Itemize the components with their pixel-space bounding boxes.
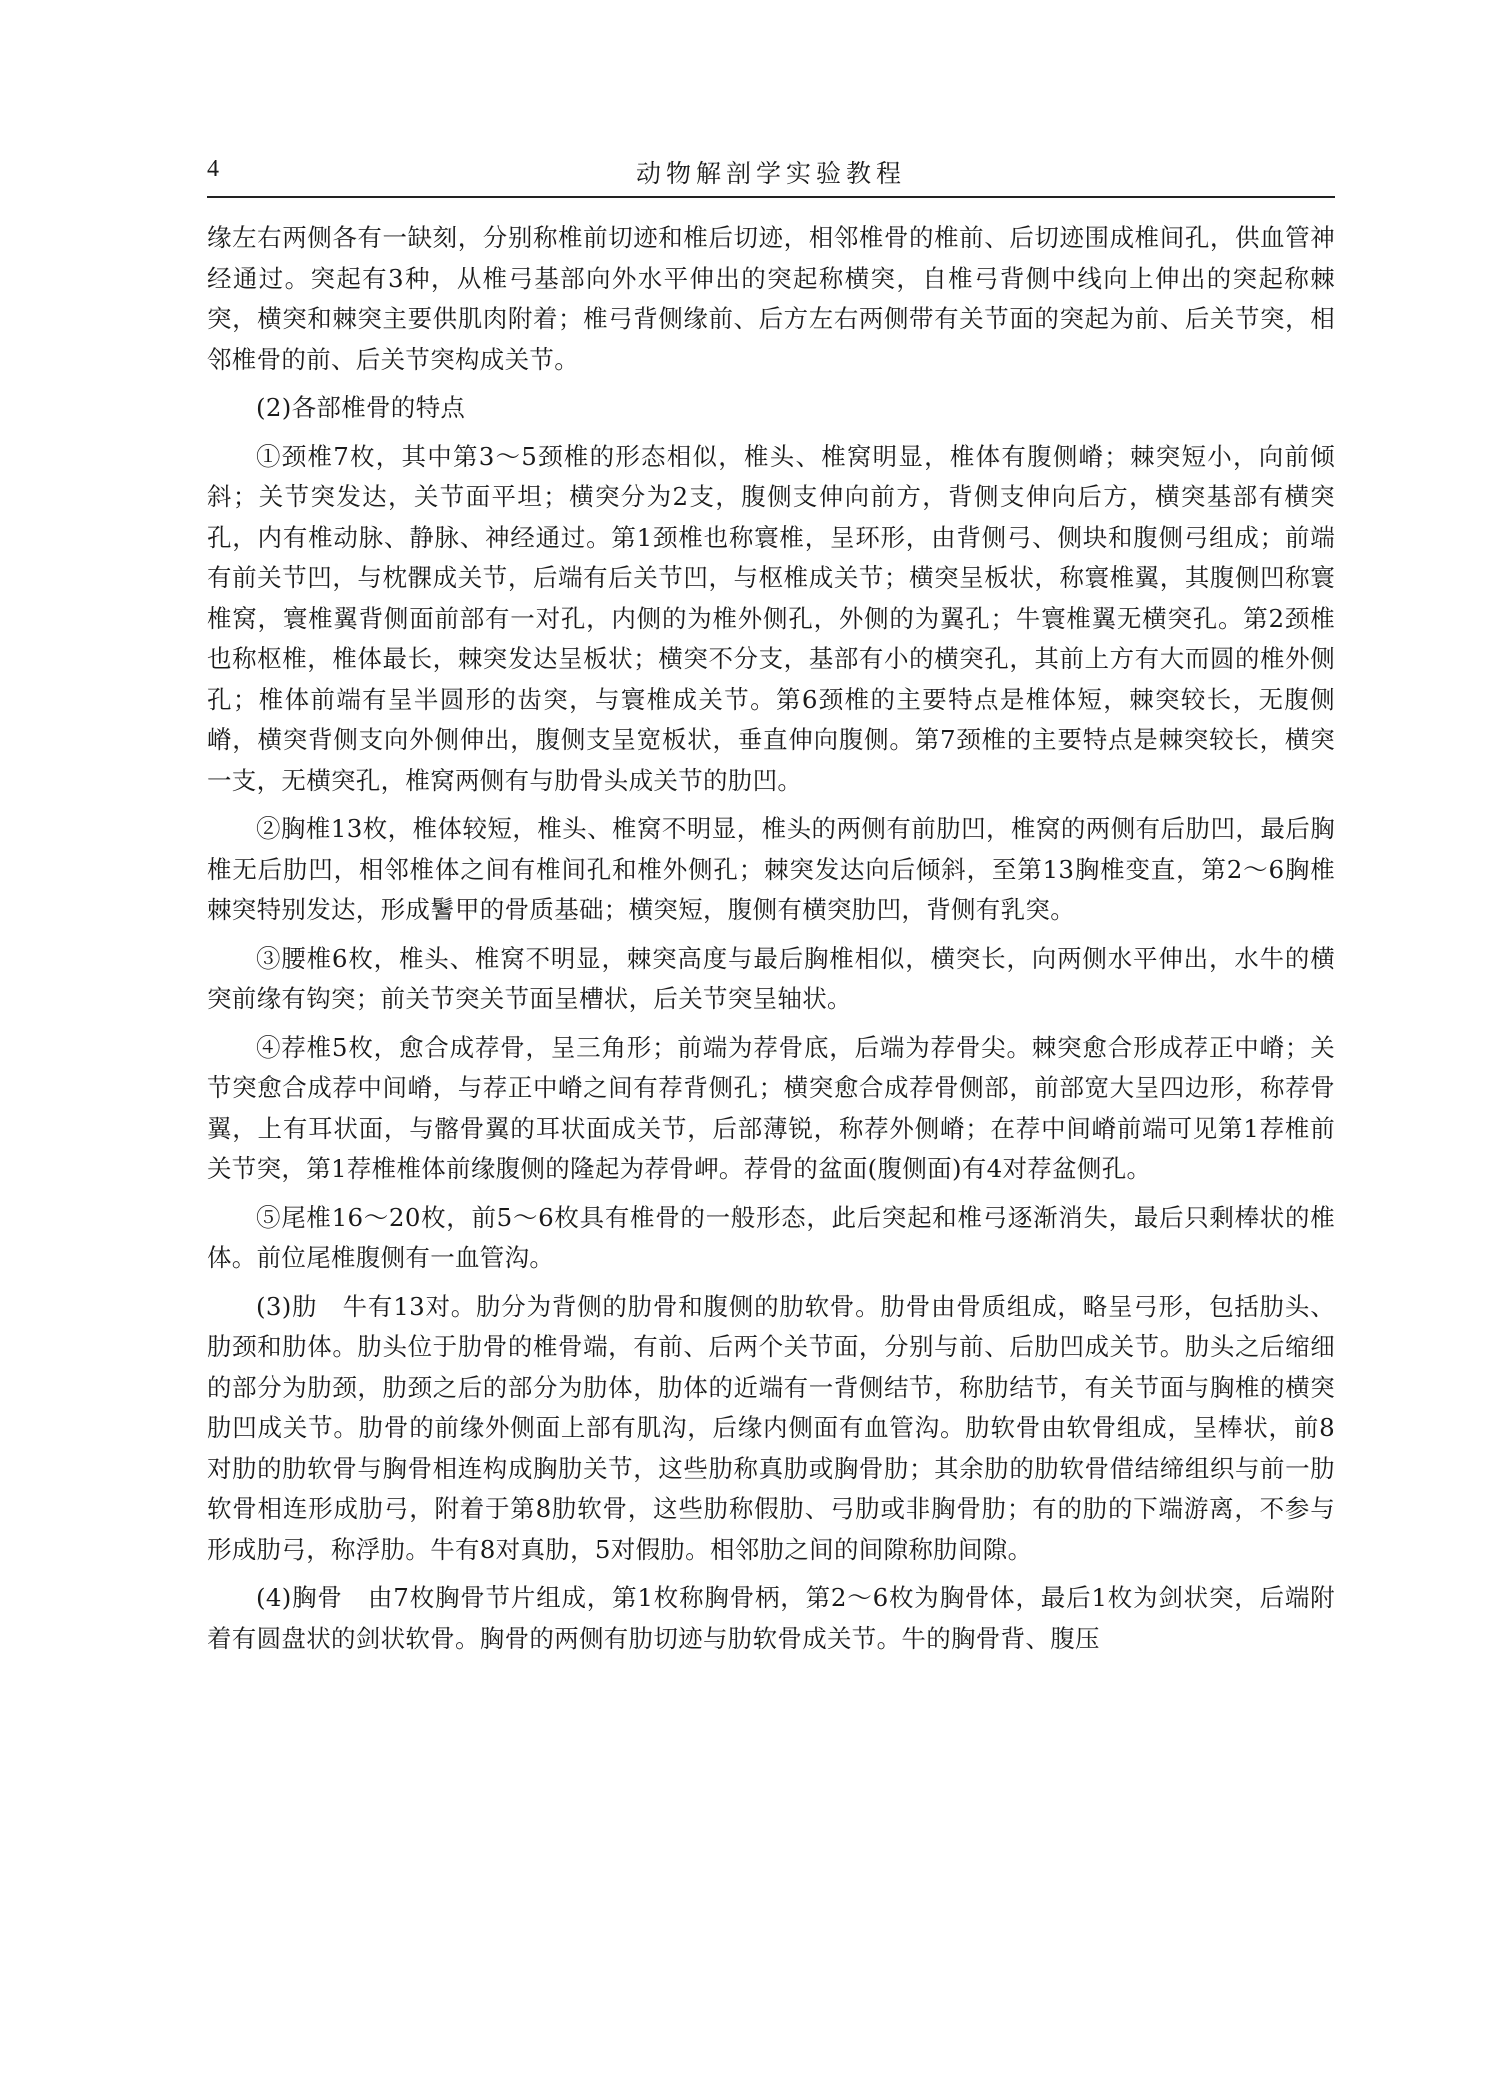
running-title: 动物解剖学实验教程: [635, 159, 906, 188]
body-text: [207, 218, 1335, 1667]
paragraph-thoracic-vertebrae: ②胸椎13枚，椎体较短，椎头、椎窝不明显，椎头的两侧有前肋凹，椎窝的两侧有后肋凹，最后胸椎无后肋凹，相邻椎体之间有椎间孔和椎外侧孔；棘突发达向后倾斜，至第13胸椎变直，第2～6胸椎棘突特别发达，形成鬐甲的骨质基础；横突短，腹侧有横突肋凹，背侧有乳突。: [207, 814, 1335, 924]
paragraph-ribs: (3)肋 牛有13对。肋分为背侧的肋骨和腹侧的肋软骨。肋骨由骨质组成，略呈弓形，包括肋头、肋颈和肋体。肋头位于肋骨的椎骨端，有前、后两个关节面，分别与前、后肋凹成关节。肋头之后缩细的部分为肋颈，肋颈之后的部分为肋体，肋体的近端有一背侧结节，称肋结节，有关节面与胸椎的横突肋凹成关节。肋骨的前缘外侧面上部有肌沟，后缘内侧面有血管沟。肋软骨由软骨组成，呈棒状，前8对肋的肋软骨与胸骨相连构成胸肋关节，这些肋称真肋或胸骨肋；其余肋的肋软骨借结缔组织与前一肋软骨相连形成肋弓，附着于第8肋软骨，这些肋称假肋、弓肋或非胸骨肋；有的肋的下端游离，不参与形成肋弓，称浮肋。牛有8对真肋，5对假肋。相邻肋之间的间隙称肋间隙。: [207, 1291, 1335, 1564]
paragraph-lumbar-vertebrae: ③腰椎6枚，椎头、椎窝不明显，棘突高度与最后胸椎相似，横突长，向两侧水平伸出，水牛的横突前缘有钩突；前关节突关节面呈槽状，后关节突呈轴状。: [207, 943, 1335, 1013]
paragraph-cervical-vertebrae: ①颈椎7枚，其中第3～5颈椎的形态相似，椎头、椎窝明显，椎体有腹侧嵴；棘突短小，向前倾斜；关节突发达，关节面平坦；横突分为2支，腹侧支伸向前方，背侧支伸向后方，横突基部有横突孔，内有椎动脉、静脉、神经通过。第1颈椎也称寰椎，呈环形，由背侧弓、侧块和腹侧弓组成；前端有前关节凹，与枕髁成关节，后端有后关节凹，与枢椎成关节；横突呈板状，称寰椎翼，其腹侧凹称寰椎窝，寰椎翼背侧面前部有一对孔，内侧的为椎外侧孔，外侧的为翼孔；牛寰椎翼无横突孔。第2颈椎也称枢椎，椎体最长，棘突发达呈板状；横突不分支，基部有小的横突孔，其前上方有大而圆的椎外侧孔；椎体前端有呈半圆形的齿突，与寰椎成关节。第6颈椎的主要特点是椎体短，棘突较长，无腹侧嵴，横突背侧支向外侧伸出，腹侧支呈宽板状，垂直伸向腹侧。第7颈椎的主要特点是棘突较长，横突一支，无横突孔，椎窝两侧有与肋骨头成关节的肋凹。: [207, 441, 1335, 795]
paragraph-sacral-vertebrae: ④荐椎5枚，愈合成荐骨，呈三角形；前端为荐骨底，后端为荐骨尖。棘突愈合形成荐正中嵴；关节突愈合成荐中间嵴，与荐正中嵴之间有荐背侧孔；横突愈合成荐骨侧部，前部宽大呈四边形，称荐骨翼，上有耳状面，与髂骨翼的耳状面成关节，后部薄锐，称荐外侧嵴；在荐中间嵴前端可见第1荐椎前关节突，第1荐椎椎体前缘腹侧的隆起为荐骨岬。荐骨的盆面(腹侧面)有4对荐盆侧孔。: [207, 1032, 1335, 1183]
page-header: [207, 150, 1335, 198]
page-number: 4: [207, 156, 219, 182]
subheading-vertebra-features: (2)各部椎骨的特点: [256, 393, 466, 422]
paragraph-vertebra-processes: 缘左右两侧各有一缺刻，分别称椎前切迹和椎后切迹，相邻椎骨的椎前、后切迹围成椎间孔，供血管神经通过。突起有3种，从椎弓基部向外水平伸出的突起称横突，自椎弓背侧中线向上伸出的突起称棘突，横突和棘突主要供肌肉附着；椎弓背侧缘前、后方左右两侧带有关节面的突起为前、后关节突，相邻椎骨的前、后关节突构成关节。: [207, 223, 1335, 374]
paragraph-caudal-vertebrae: ⑤尾椎16～20枚，前5～6枚具有椎骨的一般形态，此后突起和椎弓逐渐消失，最后只剩棒状的椎体。前位尾椎腹侧有一血管沟。: [207, 1202, 1335, 1272]
paragraph-sternum: (4)胸骨 由7枚胸骨节片组成，第1枚称胸骨柄，第2～6枚为胸骨体，最后1枚为剑状突，后端附着有圆盘状的剑状软骨。胸骨的两侧有肋切迹与肋软骨成关节。牛的胸骨背、腹压: [207, 1583, 1335, 1653]
